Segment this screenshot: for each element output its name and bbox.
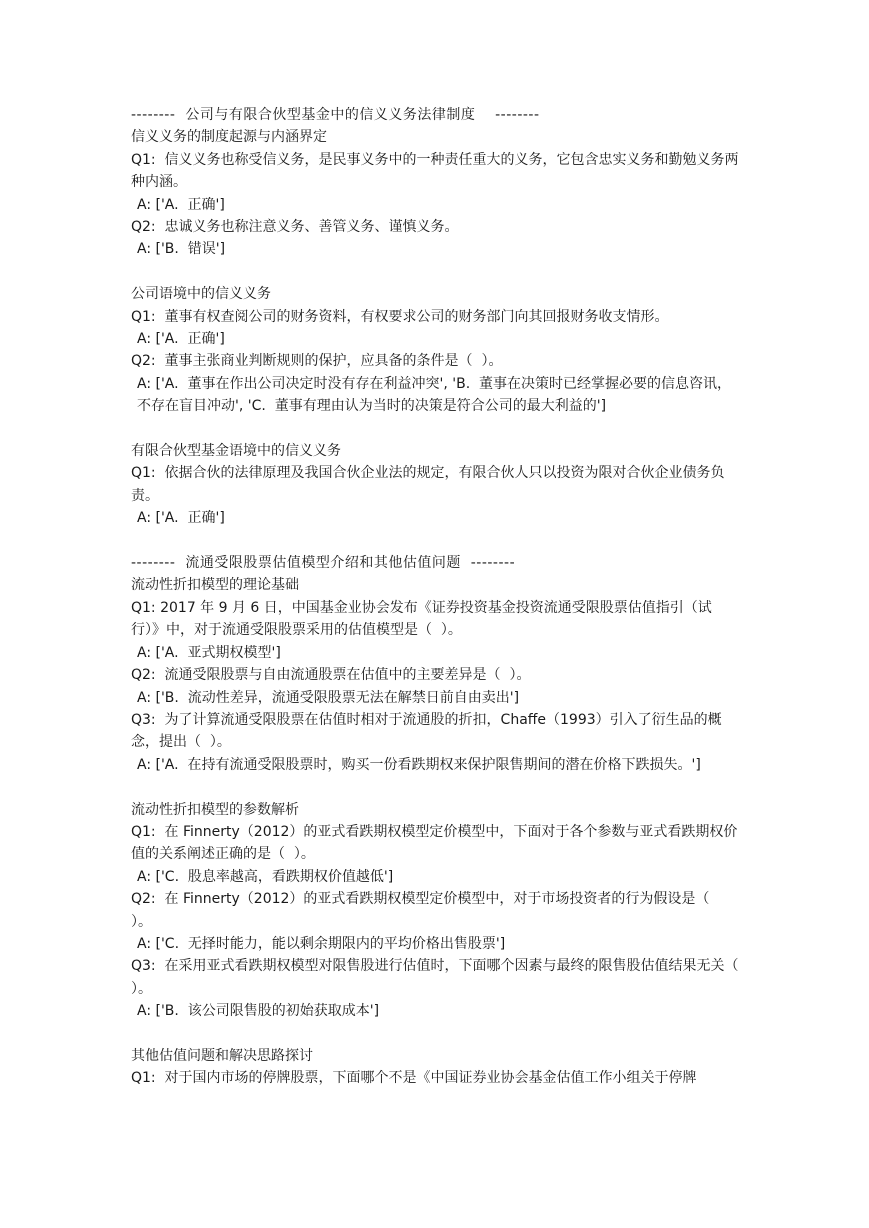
question-text: Q1: 信义义务也称受信义务，是民事义务中的一种责任重大的义务，它包含忠实义务和勤勉义务两种内涵。 xyxy=(131,151,739,191)
answer-text: A: ['A. 亚式期权模型'] xyxy=(137,644,281,661)
topic-heading: 有限合伙型基金语境中的信义义务 xyxy=(131,443,341,460)
answer-text: A: ['B. 该公司限售股的初始获取成本'] xyxy=(137,1003,380,1020)
topic-heading: 其他估值问题和解决思路探讨 xyxy=(131,1047,313,1064)
answer-text: A: ['C. 无择时能力，能以剩余期限内的平均价格出售股票'] xyxy=(137,935,506,952)
topic-heading: 信义义务的制度起源与内涵界定 xyxy=(131,129,327,146)
answer-text: A: ['A. 正确'] xyxy=(137,510,225,527)
question-text: Q1: 对于国内市场的停牌股票，下面哪个不是《中国证券业协会基金估值工作小组关于停牌 xyxy=(131,1070,697,1087)
topic-heading: 公司语境中的信义义务 xyxy=(131,286,271,303)
section-divider: -------- 流通受限股票估值模型介绍和其他估值问题 -------- xyxy=(131,555,516,572)
answer-text: A: ['A. 正确'] xyxy=(137,331,225,348)
answer-text: A: ['A. 董事在作出公司决定时没有存在利益冲突', 'B. 董事在决策时已经掌握必要的信息咨讯，不存在盲目冲动', 'C. 董事有理由认为当时的决策是符合公司的最大利益的'] xyxy=(137,375,732,415)
question-text: Q3: 为了计算流通受限股票在估值时相对于流通股的折扣，Chaffe（1993）引入了衍生品的概念，提出（ ）。 xyxy=(131,711,722,751)
answer-text: A: ['B. 错误'] xyxy=(137,241,226,258)
topic-heading: 流动性折扣模型的参数解析 xyxy=(131,801,299,818)
answer-text: A: ['C. 股息率越高，看跌期权价值越低'] xyxy=(137,868,394,885)
blank-line xyxy=(131,530,739,552)
blank-line xyxy=(131,418,739,440)
question-text: Q2: 忠诚义务也称注意义务、善管义务、谨慎义务。 xyxy=(131,219,459,236)
answer-text: A: ['A. 正确'] xyxy=(137,196,225,213)
question-text: Q1: 2017 年 9 月 6 日，中国基金业协会发布《证券投资基金投资流通受限股票估值指引（试行）》中，对于流通受限股票采用的估值模型是（ ）。 xyxy=(131,599,712,639)
blank-line xyxy=(131,1023,739,1045)
blank-line xyxy=(131,776,739,798)
topic-heading: 流动性折扣模型的理论基础 xyxy=(131,577,299,594)
answer-text: A: ['A. 在持有流通受限股票时，购买一份看跌期权来保护限售期间的潜在价格下跌损失。'] xyxy=(137,756,701,773)
blank-line xyxy=(131,261,739,283)
question-text: Q2: 在 Finnerty（2012）的亚式看跌期权模型定价模型中，对于市场投资者的行为假设是（ ）。 xyxy=(131,891,719,930)
question-text: Q1: 依据合伙的法律原理及我国合伙企业法的规定，有限合伙人只以投资为限对合伙企业债务负责。 xyxy=(131,465,725,504)
question-text: Q2: 流通受限股票与自由流通股票在估值中的主要差异是（ ）。 xyxy=(131,667,531,684)
question-text: Q2: 董事主张商业判断规则的保护，应具备的条件是（ ）。 xyxy=(131,353,503,370)
section-divider: -------- 公司与有限合伙型基金中的信义义务法律制度 -------- xyxy=(131,107,540,123)
question-text: Q3: 在采用亚式看跌期权模型对限售股进行估值时，下面哪个因素与最终的限售股估值结果无关（ ）。 xyxy=(131,958,748,997)
question-text: Q1: 在 Finnerty（2012）的亚式看跌期权模型定价模型中，下面对于各个参数与亚式看跌期权价值的关系阐述正确的是（ ）。 xyxy=(131,823,738,863)
answer-text: A: ['B. 流动性差异，流通受限股票无法在解禁日前自由卖出'] xyxy=(137,689,520,706)
question-text: Q1: 董事有权查阅公司的财务资料，有权要求公司的财务部门向其回报财务收支情形。 xyxy=(131,308,669,325)
